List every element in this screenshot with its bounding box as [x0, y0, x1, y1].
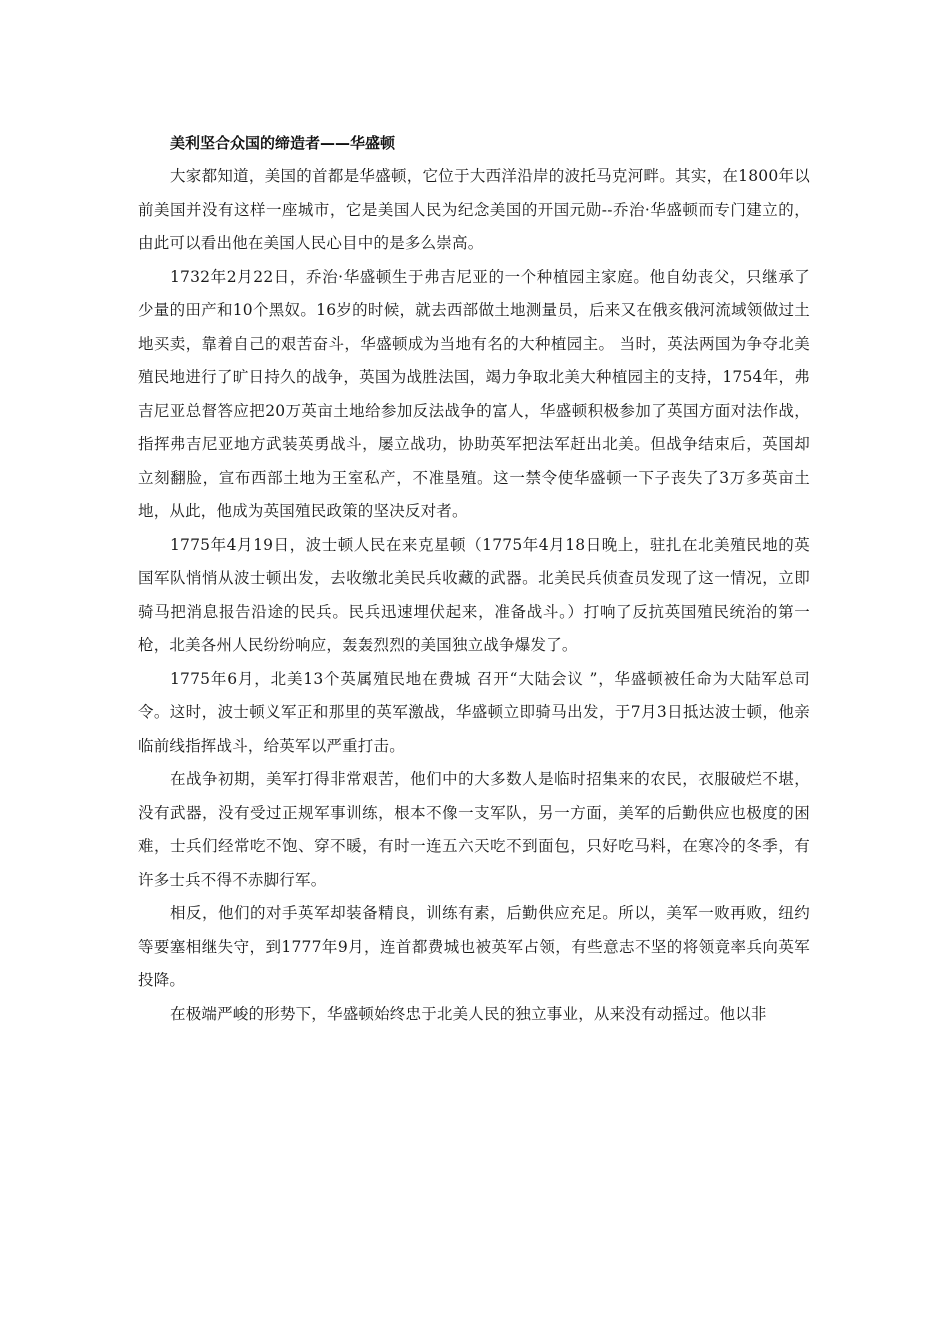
paragraph-early-war: 在战争初期，美军打得非常艰苦，他们中的大多数人是临时招集来的农民，衣服破烂不堪，没有武器，没有受过正规军事训练，根本不像一支军队，另一方面，美军的后勤供应也极度的困难，士兵们经常吃不饱、穿不暖，有时一连五六天吃不到面包，只好吃马料，在寒冷的冬季，有许多士兵不得不赤脚行军。 [138, 770, 810, 889]
paragraph-lexington: 1775年4月19日，波士顿人民在来克星顿（1775年4月18日晚上，驻扎在北美殖民地的英国军队悄悄从波士顿出发，去收缴北美民兵收藏的武器。北美民兵侦查员发现了这一情况，立即骑马把消息报告沿途的民兵。民兵迅速埋伏起来，准备战斗。）打响了反抗英国殖民统治的第一枪，北美各州人民纷纷响应，轰轰烈烈的美国独立战争爆发了。 [138, 535, 810, 654]
document-title: 美利坚合众国的缔造者——华盛顿 [170, 134, 396, 152]
paragraph-british-advantage: 相反，他们的对手英军却装备精良，训练有素，后勤供应充足。所以，美军一败再败，纽约等要塞相继失守，到1777年9月，连首都费城也被英军占领，有些意志不坚的将领竟率兵向英军投降。 [138, 904, 810, 989]
paragraph-perseverance: 在极端严峻的形势下，华盛顿始终忠于北美人民的独立事业，从来没有动摇过。他以非 [170, 1004, 767, 1023]
paragraph-early-life: 1732年2月22日，乔治·华盛顿生于弗吉尼亚的一个种植园主家庭。他自幼丧父，只继承了少量的田产和10个黑奴。16岁的时候，就去西部做土地测量员，后来又在俄亥俄河流域领做过土地买卖，靠着自己的艰苦奋斗，华盛顿成为当地有名的大种植园主。 当时，英法两国为争夺北美殖民地进行了旷日持久的战争，英国为战胜法国，竭力争取北美大种植园主的支持，1754年，弗吉尼亚总督答应把20万英亩土地给参加反法战争的富人，华盛顿积极参加了英国方面对法作战，指挥弗吉尼亚地方武装英勇战斗，屡立战功，协助英军把法军赶出北美。但战争结束后，英国却立刻翻脸，宣布西部土地为王室私产，不准垦殖。这一禁令使华盛顿一下子丧失了3万多英亩土地，从此，他成为英国殖民政策的坚决反对者。 [138, 267, 810, 520]
paragraph-intro: 大家都知道，美国的首都是华盛顿，它位于大西洋沿岸的波托马克河畔。其实，在1800年以前美国并没有这样一座城市，它是美国人民为纪念美国的开国元勋--乔治·华盛顿而专门建立的，由此可以看出他在美国人民心目中的是多么崇高。 [138, 167, 810, 252]
paragraph-continental-congress: 1775年6月，北美13个英属殖民地在费城 召开“大陆会议 ”，华盛顿被任命为大陆军总司令。这时，波士顿义军正和那里的英军激战，华盛顿立即骑马出发，于7月3日抵达波士顿，他亲临前线指挥战斗，给英军以严重打击。 [138, 669, 810, 755]
document-body [138, 126, 810, 1031]
